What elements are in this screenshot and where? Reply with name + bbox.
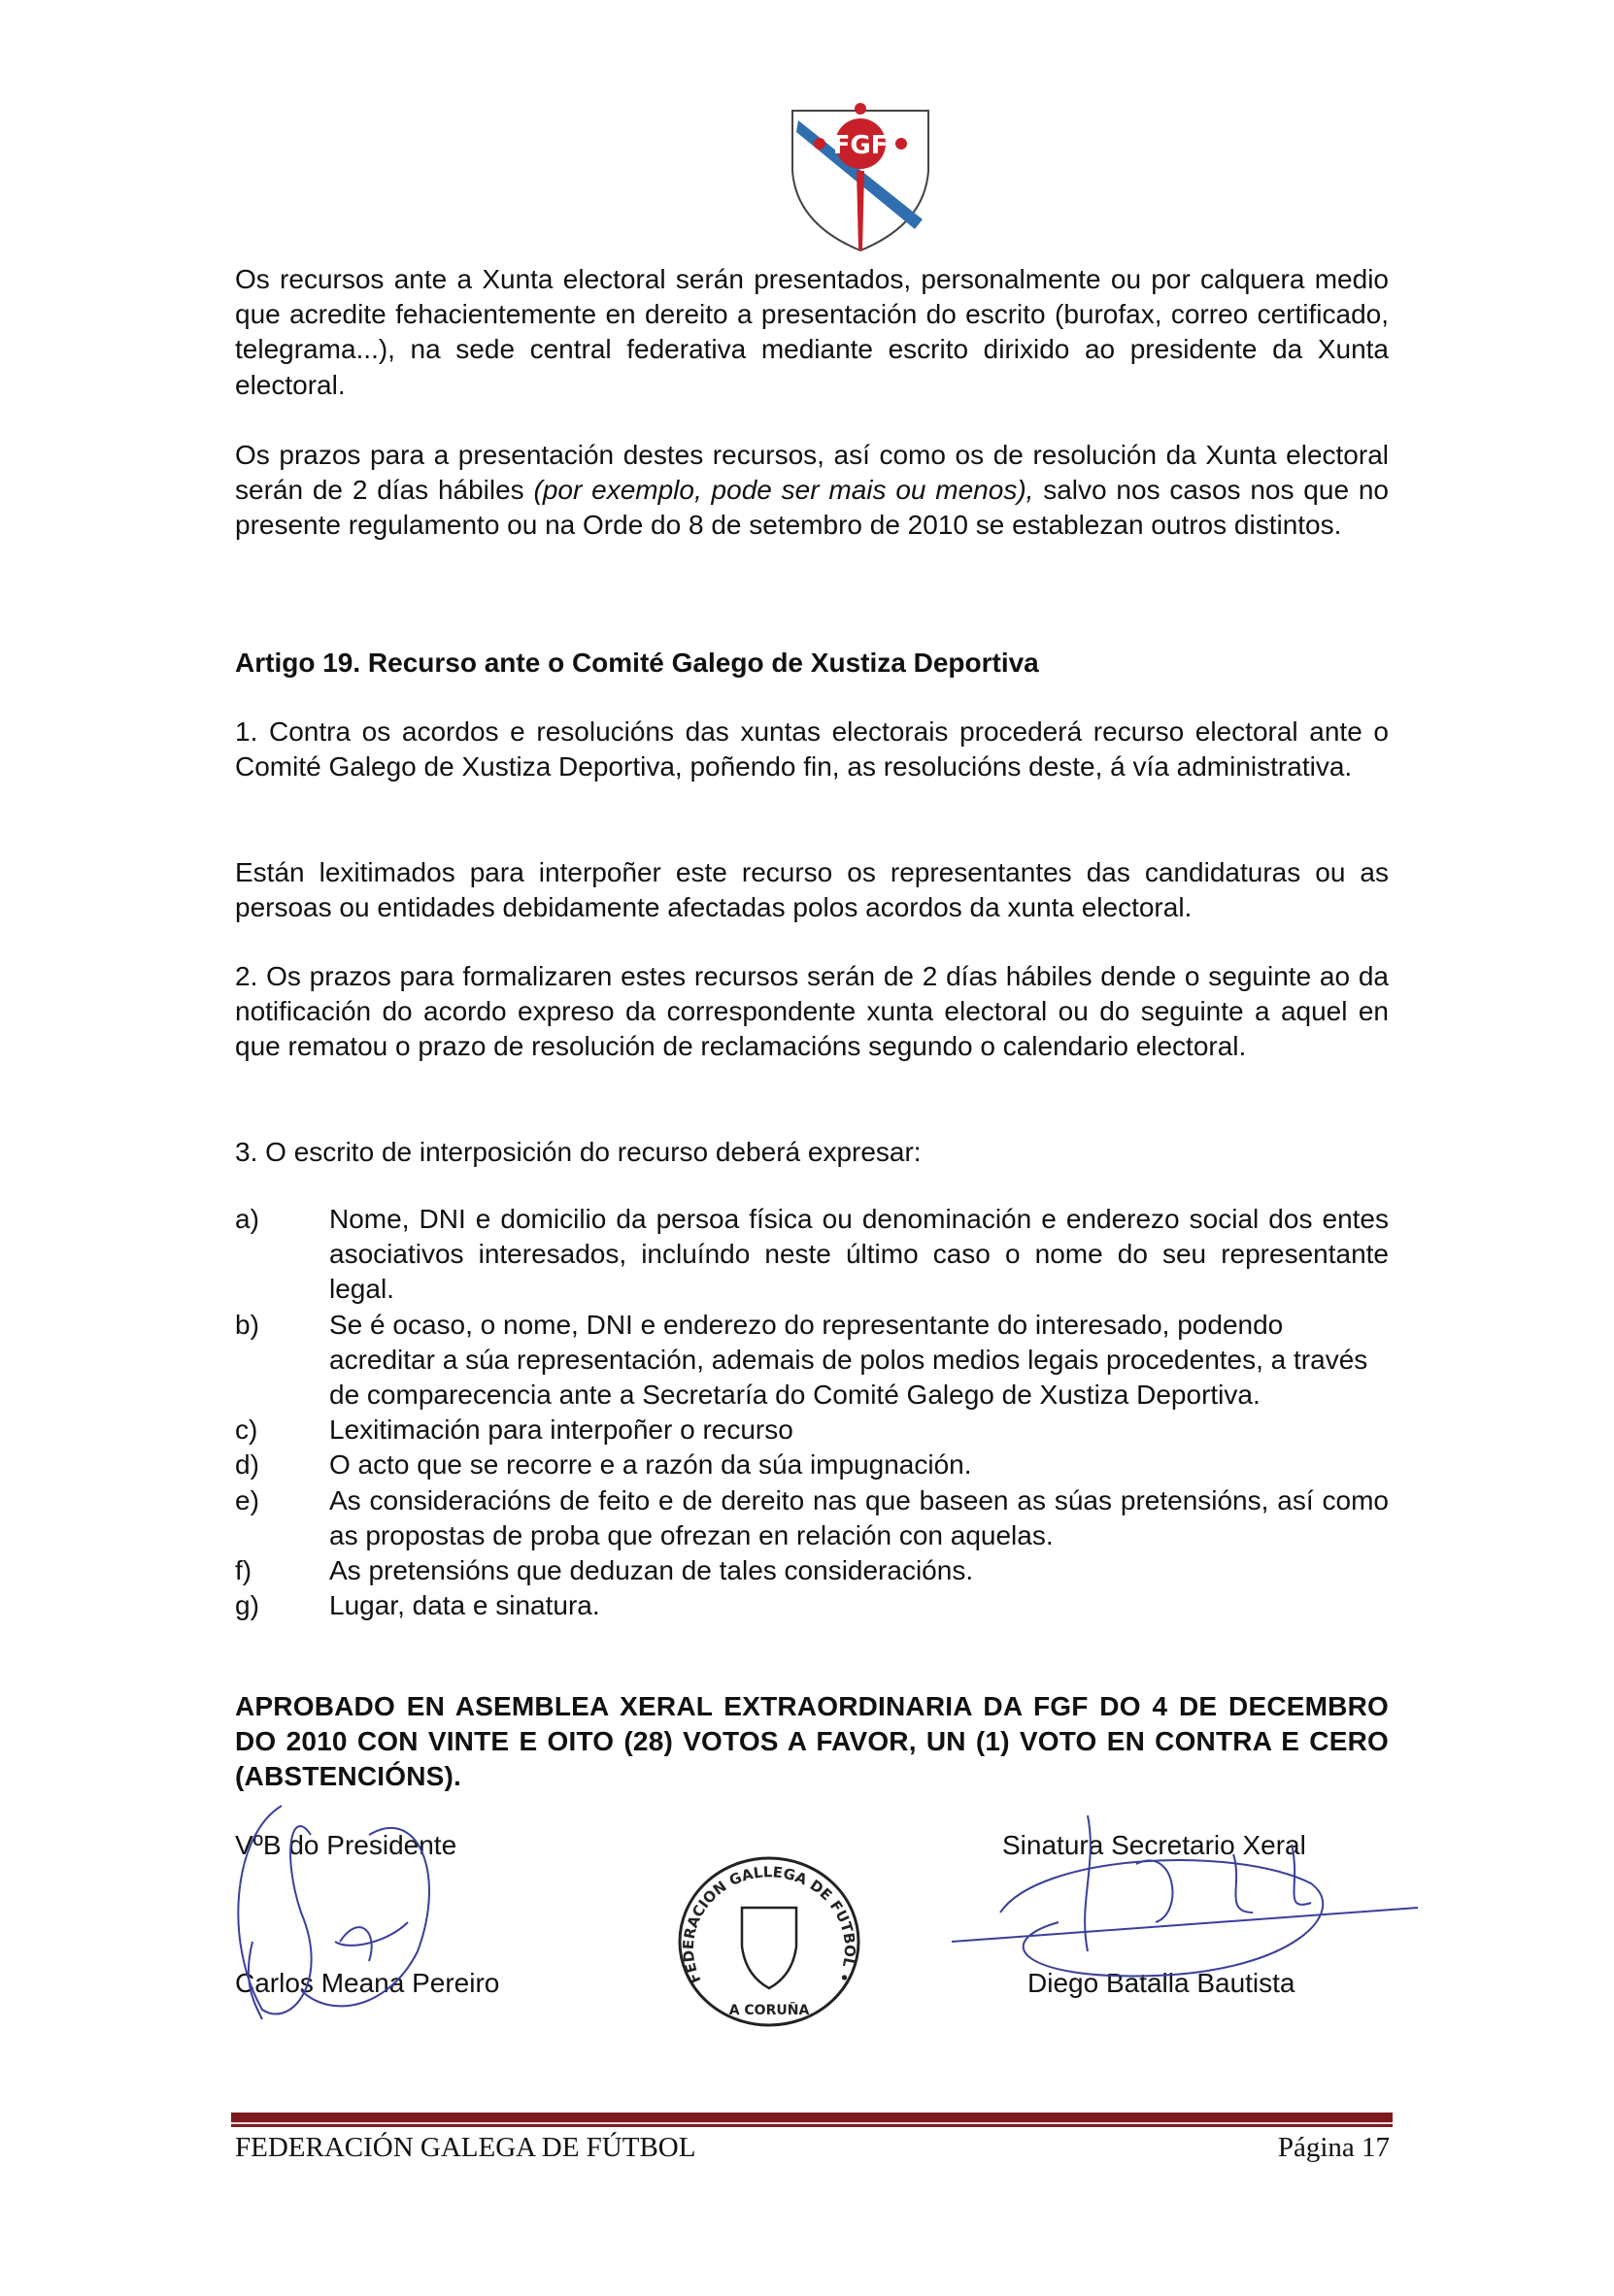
list-item [235,1413,1389,1447]
list-text: Se é ocaso, o nome, DNI e enderezo do representante do interesado, podendo acreditar a súa representación, ademais de polos medios legais procedentes, a través de comparecencia ante a Secretaría do Comité Galego de Xustiza Deportiva. [329,1309,1368,1411]
federation-stamp [672,1854,866,2029]
list-letter: e) [235,1484,259,1515]
president-signature [223,1796,466,2029]
secretary-signature [942,1806,1418,2000]
list-text: As consideracións de feito e de dereito nas que baseen as súas pretensións, así como as propostas de proba que ofrezan en relación con aquelas. [329,1484,1389,1550]
paragraph-recursos: Os recursos ante a Xunta electoral serán presentados, personalmente ou por calquera medio que acredite fehacientemente en dereito a presentación do escrito (burofax, correo certificado, telegrama...), na sede central federativa mediante escrito dirixido ao presidente da Xunta electoral. [235,264,1389,400]
paragraph-1: 1. Contra os acordos e resolucións das xuntas electorais procederá recurso electoral ante o Comité Galego de Xustiza Deportiva, poñendo fin, as resolucións deste, á vía administrativa. [235,716,1389,782]
paragraph-2: 2. Os prazos para formalizaren estes recursos serán de 2 días hábiles dende o seguinte ao da notificación do acordo expreso da correspondente xunta electoral ou do seguinte a aquel en que rematou o prazo de resolución de reclamacións segundo o calendario electoral. [235,961,1389,1062]
list-text: As pretensións que deduzan de tales consideracións. [329,1555,974,1586]
president-title: VºB do Presidente [235,1830,457,1860]
list-letter: f) [235,1555,252,1586]
paragraph-3: 3. O escrito de interposición do recurso deberá expresar: [235,1137,922,1167]
footer-organization: FEDERACIÓN GALEGA DE FÚTBOL [235,2132,696,2163]
svg-text:FGF: FGF [832,131,889,160]
list-item [235,1588,1389,1623]
list-letter: d) [235,1449,259,1481]
text: salvo nos casos nos que no presente regulamento ou na Orde do 8 de setembro de 2010 se establezan outros distintos. [235,475,1389,541]
requirements-list [235,1202,1389,1623]
article-heading: Artigo 19. Recurso ante o Comité Galego de Xustiza Deportiva [235,648,1039,678]
footer-divider [231,2113,1393,2124]
list-letter: g) [235,1590,259,1621]
text: Os prazos para a presentación destes recursos, así como os de resolución da Xunta electoral serán de 2 días hábiles [235,440,1389,506]
list-item [235,1447,1389,1482]
list-text: Lexitimación para interpoñer o recurso [329,1414,793,1446]
list-letter: b) [235,1309,259,1340]
list-text: Nome, DNI e domicilio da persoa física ou denominación e enderezo social dos entes asociativos interesados, incluíndo neste último caso o nome do seu representante legal. [329,1204,1389,1305]
secretary-name: Diego Batalla Bautista [1027,1968,1295,1998]
list-letter: c) [235,1414,258,1446]
list-item [235,1308,1389,1414]
secretary-title: Sinatura Secretario Xeral [1002,1830,1306,1860]
president-name: Carlos Meana Pereiro [235,1968,500,1998]
list-text: Lugar, data e sinatura. [329,1590,600,1621]
list-item [235,1553,1389,1588]
svg-text:FEDERACION GALLEGA DE FUTBOL •: FEDERACION GALLEGA DE FUTBOL • [679,1863,859,1986]
fgf-logo [789,103,932,254]
list-letter: a) [235,1204,259,1234]
paragraph-lexitimados: Están lexitimados para interpoñer este recurso os representantes das candidaturas ou as persoas ou entidades debidamente afectadas polos acordos da xunta electoral. [235,857,1389,923]
list-item [235,1202,1389,1308]
italic-note: (por exemplo, pode ser mais ou menos), [533,475,1034,506]
approval-statement: APROBADO EN ASEMBLEA XERAL EXTRAORDINARIA DA FGF DO 4 DE DECEMBRO DO 2010 CON VINTE E OITO (28) VOTOS A FAVOR, UN (1) VOTO EN CONTRA E CERO (ABSTENCIÓNS). [235,1691,1389,1792]
page-number: Página 17 [1277,2132,1390,2163]
svg-text:A CORUÑA: A CORUÑA [728,2003,810,2018]
list-item [235,1483,1389,1553]
paragraph-prazos [235,438,1389,544]
list-text: O acto que se recorre e a razón da súa impugnación. [329,1449,972,1481]
